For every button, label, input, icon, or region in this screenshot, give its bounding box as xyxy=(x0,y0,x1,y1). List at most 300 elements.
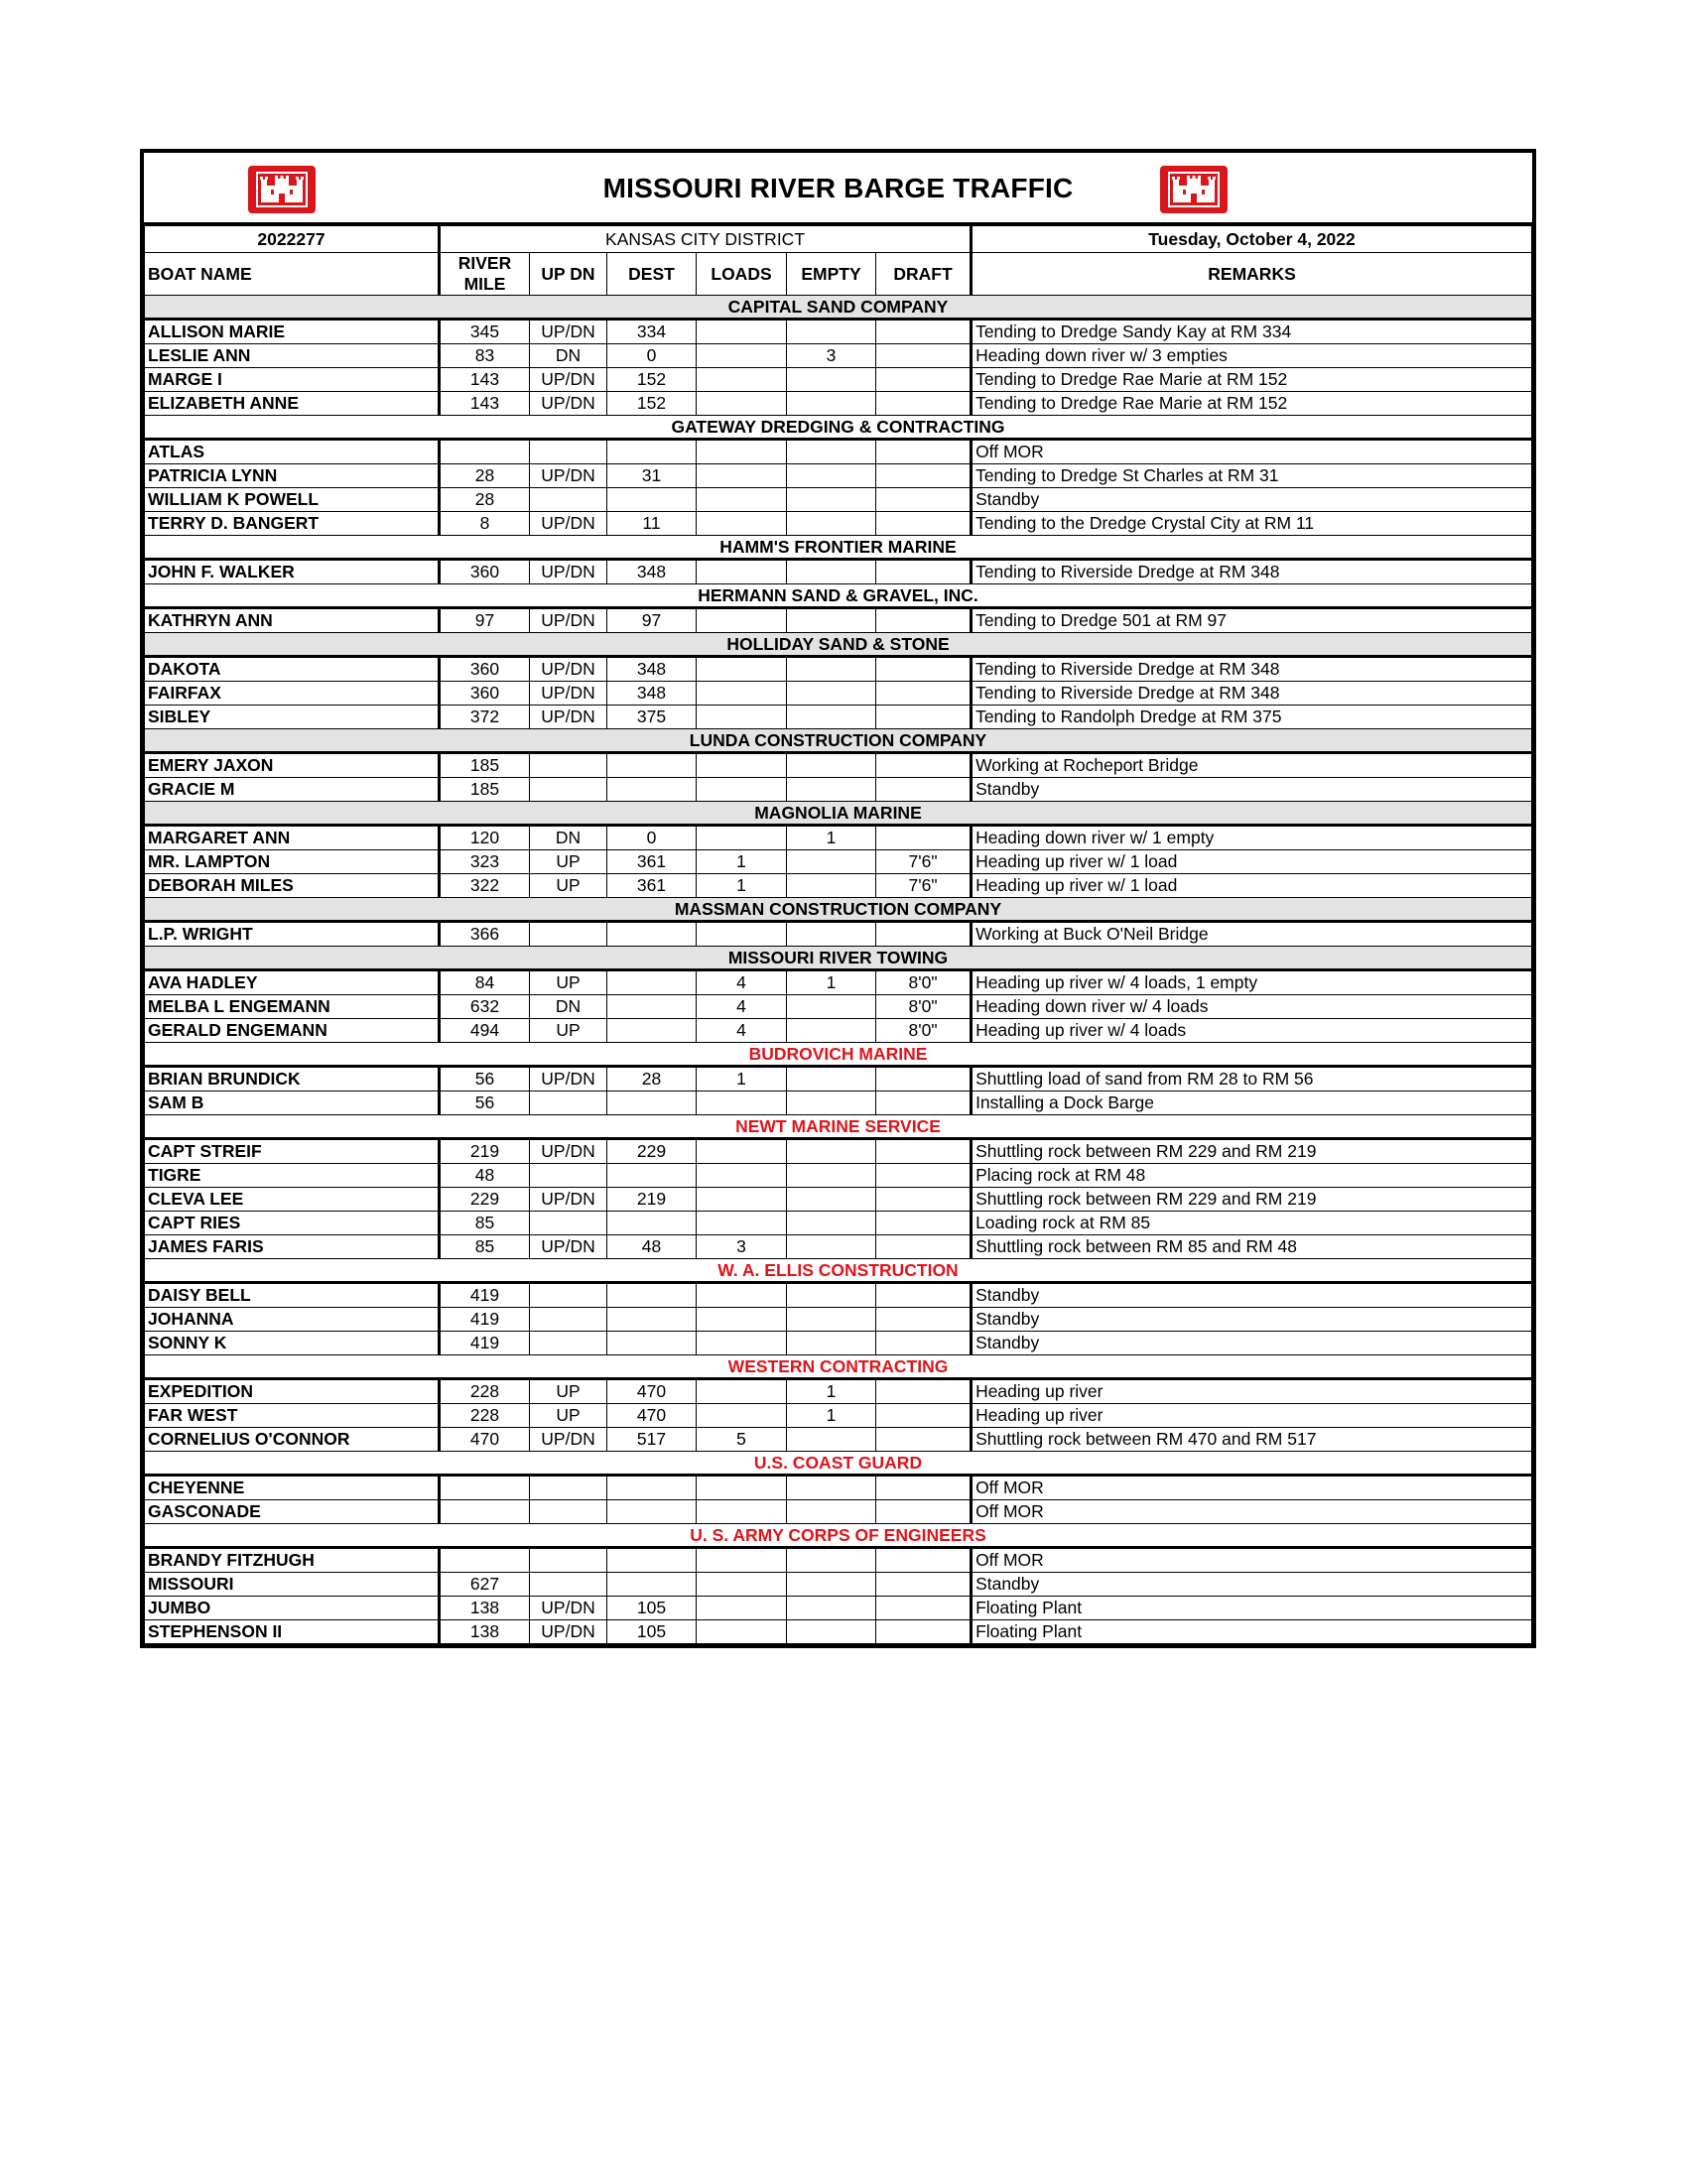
cell-dest: 105 xyxy=(607,1620,697,1644)
cell-river-mile: 143 xyxy=(440,368,530,392)
cell-draft xyxy=(876,1212,972,1235)
cell-updn: UP xyxy=(530,874,607,898)
cell-updn xyxy=(530,1212,607,1235)
cell-updn xyxy=(530,922,607,947)
cell-loads xyxy=(697,488,787,512)
cell-updn xyxy=(530,1573,607,1597)
cell-loads xyxy=(697,1188,787,1212)
cell-loads xyxy=(697,1597,787,1620)
cell-updn: UP/DN xyxy=(530,657,607,682)
cell-updn xyxy=(530,1283,607,1308)
cell-updn xyxy=(530,1476,607,1500)
cell-updn: UP/DN xyxy=(530,320,607,344)
cell-river-mile: 48 xyxy=(440,1164,530,1188)
cell-dest xyxy=(607,922,697,947)
cell-remarks: Tending to Dredge St Charles at RM 31 xyxy=(972,464,1532,488)
cell-river-mile: 185 xyxy=(440,778,530,802)
cell-empty: 1 xyxy=(787,826,876,850)
cell-loads xyxy=(697,368,787,392)
cell-boat-name: SIBLEY xyxy=(145,706,440,729)
company-name: U. S. ARMY CORPS OF ENGINEERS xyxy=(145,1524,1532,1548)
cell-empty xyxy=(787,440,876,464)
cell-boat-name: JOHANNA xyxy=(145,1308,440,1332)
cell-empty: 1 xyxy=(787,1379,876,1404)
cell-empty xyxy=(787,1620,876,1644)
cell-remarks: Standby xyxy=(972,778,1532,802)
cell-empty xyxy=(787,392,876,416)
cell-remarks: Working at Buck O'Neil Bridge xyxy=(972,922,1532,947)
company-header-row xyxy=(145,633,1532,657)
company-name: HERMANN SAND & GRAVEL, INC. xyxy=(145,584,1532,608)
cell-river-mile xyxy=(440,440,530,464)
cell-empty xyxy=(787,368,876,392)
table-row xyxy=(145,464,1532,488)
cell-draft: 7'6" xyxy=(876,874,972,898)
table-row xyxy=(145,682,1532,706)
cell-draft: 7'6" xyxy=(876,850,972,874)
cell-draft xyxy=(876,778,972,802)
cell-loads xyxy=(697,1212,787,1235)
cell-loads xyxy=(697,1379,787,1404)
cell-dest: 470 xyxy=(607,1404,697,1428)
cell-dest: 152 xyxy=(607,392,697,416)
cell-empty: 3 xyxy=(787,344,876,368)
cell-empty xyxy=(787,1188,876,1212)
cell-empty xyxy=(787,995,876,1019)
cell-empty xyxy=(787,1283,876,1308)
cell-draft xyxy=(876,1332,972,1355)
cell-boat-name: MELBA L ENGEMANN xyxy=(145,995,440,1019)
cell-boat-name: SAM B xyxy=(145,1092,440,1115)
cell-boat-name: DAKOTA xyxy=(145,657,440,682)
table-row xyxy=(145,1620,1532,1644)
cell-loads xyxy=(697,1573,787,1597)
table-row xyxy=(145,1188,1532,1212)
cell-dest xyxy=(607,1092,697,1115)
cell-river-mile: 28 xyxy=(440,464,530,488)
col-river-mile: RIVER MILE xyxy=(440,253,530,296)
cell-boat-name: JUMBO xyxy=(145,1597,440,1620)
cell-draft xyxy=(876,440,972,464)
cell-loads xyxy=(697,826,787,850)
table-row xyxy=(145,1139,1532,1164)
cell-boat-name: KATHRYN ANN xyxy=(145,608,440,633)
cell-remarks: Tending to the Dredge Crystal City at RM 11 xyxy=(972,512,1532,536)
table-row xyxy=(145,995,1532,1019)
col-updn: UP DN xyxy=(530,253,607,296)
cell-dest xyxy=(607,753,697,778)
cell-remarks: Tending to Riverside Dredge at RM 348 xyxy=(972,560,1532,584)
cell-boat-name: TERRY D. BANGERT xyxy=(145,512,440,536)
cell-empty xyxy=(787,682,876,706)
cell-loads xyxy=(697,1283,787,1308)
cell-loads: 4 xyxy=(697,995,787,1019)
cell-empty xyxy=(787,850,876,874)
cell-remarks: Standby xyxy=(972,1573,1532,1597)
cell-remarks: Shuttling rock between RM 229 and RM 219 xyxy=(972,1188,1532,1212)
cell-loads xyxy=(697,464,787,488)
table-row xyxy=(145,1235,1532,1259)
cell-river-mile: 360 xyxy=(440,657,530,682)
table-row xyxy=(145,657,1532,682)
cell-loads xyxy=(697,320,787,344)
cell-boat-name: MARGARET ANN xyxy=(145,826,440,850)
table-row xyxy=(145,1332,1532,1355)
cell-river-mile: 419 xyxy=(440,1308,530,1332)
info-row xyxy=(145,226,1532,253)
table-row xyxy=(145,368,1532,392)
company-header-row xyxy=(145,296,1532,320)
cell-draft xyxy=(876,1067,972,1092)
cell-boat-name: MISSOURI xyxy=(145,1573,440,1597)
cell-draft xyxy=(876,344,972,368)
cell-updn: UP xyxy=(530,970,607,995)
cell-draft xyxy=(876,1164,972,1188)
cell-remarks: Shuttling load of sand from RM 28 to RM 56 xyxy=(972,1067,1532,1092)
table-row xyxy=(145,1500,1532,1524)
cell-remarks: Tending to Randolph Dredge at RM 375 xyxy=(972,706,1532,729)
cell-dest xyxy=(607,440,697,464)
cell-updn: DN xyxy=(530,995,607,1019)
cell-draft xyxy=(876,1308,972,1332)
cell-boat-name: GERALD ENGEMANN xyxy=(145,1019,440,1043)
cell-empty xyxy=(787,488,876,512)
cell-remarks: Standby xyxy=(972,1332,1532,1355)
cell-boat-name: CAPT RIES xyxy=(145,1212,440,1235)
cell-updn: UP/DN xyxy=(530,608,607,633)
company-header-row xyxy=(145,947,1532,970)
cell-draft xyxy=(876,682,972,706)
cell-draft xyxy=(876,1235,972,1259)
company-header-row xyxy=(145,1524,1532,1548)
company-name: NEWT MARINE SERVICE xyxy=(145,1115,1532,1139)
cell-updn xyxy=(530,1332,607,1355)
cell-empty xyxy=(787,320,876,344)
cell-river-mile: 219 xyxy=(440,1139,530,1164)
cell-remarks: Heading up river w/ 1 load xyxy=(972,850,1532,874)
table-row xyxy=(145,344,1532,368)
cell-updn: UP/DN xyxy=(530,1620,607,1644)
cell-boat-name: GASCONADE xyxy=(145,1500,440,1524)
col-empty: EMPTY xyxy=(787,253,876,296)
company-name: WESTERN CONTRACTING xyxy=(145,1355,1532,1379)
company-name: MASSMAN CONSTRUCTION COMPANY xyxy=(145,898,1532,922)
cell-updn: UP/DN xyxy=(530,1188,607,1212)
cell-dest: 219 xyxy=(607,1188,697,1212)
cell-river-mile: 229 xyxy=(440,1188,530,1212)
cell-dest xyxy=(607,1573,697,1597)
cell-river-mile xyxy=(440,1476,530,1500)
cell-remarks: Tending to Dredge Rae Marie at RM 152 xyxy=(972,368,1532,392)
cell-draft xyxy=(876,1573,972,1597)
cell-remarks: Shuttling rock between RM 85 and RM 48 xyxy=(972,1235,1532,1259)
cell-boat-name: FAIRFAX xyxy=(145,682,440,706)
cell-boat-name: GRACIE M xyxy=(145,778,440,802)
cell-boat-name: EMERY JAXON xyxy=(145,753,440,778)
table-row xyxy=(145,753,1532,778)
cell-remarks: Working at Rocheport Bridge xyxy=(972,753,1532,778)
cell-river-mile: 360 xyxy=(440,682,530,706)
cell-dest: 470 xyxy=(607,1379,697,1404)
cell-loads xyxy=(697,344,787,368)
cell-dest: 375 xyxy=(607,706,697,729)
cell-draft xyxy=(876,368,972,392)
cell-dest: 48 xyxy=(607,1235,697,1259)
cell-dest: 348 xyxy=(607,560,697,584)
cell-river-mile: 419 xyxy=(440,1332,530,1355)
cell-empty xyxy=(787,1139,876,1164)
cell-loads xyxy=(697,1164,787,1188)
cell-dest: 105 xyxy=(607,1597,697,1620)
cell-remarks: Shuttling rock between RM 470 and RM 517 xyxy=(972,1428,1532,1452)
cell-updn: UP/DN xyxy=(530,1428,607,1452)
table-row xyxy=(145,1573,1532,1597)
company-header-row xyxy=(145,416,1532,440)
cell-empty xyxy=(787,1548,876,1573)
cell-dest xyxy=(607,1212,697,1235)
cell-loads xyxy=(697,657,787,682)
cell-loads: 1 xyxy=(697,850,787,874)
cell-draft xyxy=(876,1500,972,1524)
cell-updn: UP/DN xyxy=(530,682,607,706)
cell-boat-name: JOHN F. WALKER xyxy=(145,560,440,584)
cell-remarks: Heading down river w/ 1 empty xyxy=(972,826,1532,850)
castle-icon xyxy=(1160,166,1228,213)
cell-river-mile: 323 xyxy=(440,850,530,874)
cell-remarks: Loading rock at RM 85 xyxy=(972,1212,1532,1235)
cell-loads xyxy=(697,1500,787,1524)
cell-river-mile: 228 xyxy=(440,1379,530,1404)
cell-empty xyxy=(787,1476,876,1500)
cell-remarks: Heading down river w/ 4 loads xyxy=(972,995,1532,1019)
company-name: GATEWAY DREDGING & CONTRACTING xyxy=(145,416,1532,440)
table-row xyxy=(145,922,1532,947)
table-row xyxy=(145,1067,1532,1092)
cell-draft: 8'0" xyxy=(876,970,972,995)
cell-dest xyxy=(607,1164,697,1188)
cell-boat-name: EXPEDITION xyxy=(145,1379,440,1404)
cell-empty xyxy=(787,1332,876,1355)
title-row xyxy=(144,153,1532,225)
cell-loads xyxy=(697,392,787,416)
company-header-row xyxy=(145,1259,1532,1283)
cell-river-mile: 85 xyxy=(440,1235,530,1259)
table-row xyxy=(145,1308,1532,1332)
cell-dest: 0 xyxy=(607,344,697,368)
cell-draft xyxy=(876,1379,972,1404)
cell-dest: 334 xyxy=(607,320,697,344)
cell-remarks: Heading down river w/ 3 empties xyxy=(972,344,1532,368)
cell-boat-name: L.P. WRIGHT xyxy=(145,922,440,947)
cell-dest: 517 xyxy=(607,1428,697,1452)
cell-dest xyxy=(607,970,697,995)
cell-empty xyxy=(787,706,876,729)
cell-dest: 361 xyxy=(607,850,697,874)
cell-remarks: Heading up river xyxy=(972,1404,1532,1428)
cell-draft: 8'0" xyxy=(876,1019,972,1043)
cell-updn xyxy=(530,1500,607,1524)
cell-updn: UP xyxy=(530,1019,607,1043)
cell-river-mile: 470 xyxy=(440,1428,530,1452)
company-header-row xyxy=(145,1452,1532,1476)
cell-updn: UP/DN xyxy=(530,368,607,392)
cell-updn xyxy=(530,440,607,464)
cell-dest: 348 xyxy=(607,682,697,706)
cell-updn xyxy=(530,1308,607,1332)
table-row xyxy=(145,778,1532,802)
cell-updn: UP/DN xyxy=(530,392,607,416)
cell-empty xyxy=(787,874,876,898)
cell-empty xyxy=(787,1164,876,1188)
company-header-row xyxy=(145,729,1532,753)
cell-loads xyxy=(697,1139,787,1164)
cell-updn xyxy=(530,1092,607,1115)
district-name: KANSAS CITY DISTRICT xyxy=(440,226,972,253)
cell-boat-name: MR. LAMPTON xyxy=(145,850,440,874)
cell-empty xyxy=(787,1019,876,1043)
cell-dest: 0 xyxy=(607,826,697,850)
cell-updn xyxy=(530,488,607,512)
cell-loads xyxy=(697,512,787,536)
cell-river-mile: 97 xyxy=(440,608,530,633)
barge-traffic-report xyxy=(140,149,1536,1648)
cell-draft xyxy=(876,922,972,947)
company-name: MAGNOLIA MARINE xyxy=(145,802,1532,826)
company-name: W. A. ELLIS CONSTRUCTION xyxy=(145,1259,1532,1283)
cell-remarks: Heading up river w/ 1 load xyxy=(972,874,1532,898)
cell-updn: UP xyxy=(530,1379,607,1404)
cell-remarks: Heading up river w/ 4 loads xyxy=(972,1019,1532,1043)
cell-updn: UP/DN xyxy=(530,1235,607,1259)
table-row xyxy=(145,1212,1532,1235)
report-id: 2022277 xyxy=(145,226,440,253)
cell-updn xyxy=(530,778,607,802)
cell-dest xyxy=(607,778,697,802)
cell-river-mile xyxy=(440,1500,530,1524)
cell-loads xyxy=(697,1092,787,1115)
cell-remarks: Floating Plant xyxy=(972,1620,1532,1644)
table-row xyxy=(145,1476,1532,1500)
cell-empty xyxy=(787,778,876,802)
report-date: Tuesday, October 4, 2022 xyxy=(972,226,1532,253)
cell-dest xyxy=(607,1283,697,1308)
cell-updn: DN xyxy=(530,826,607,850)
table-row xyxy=(145,1597,1532,1620)
cell-remarks: Off MOR xyxy=(972,1500,1532,1524)
cell-loads xyxy=(697,706,787,729)
table-row xyxy=(145,1379,1532,1404)
cell-boat-name: CLEVA LEE xyxy=(145,1188,440,1212)
table-row xyxy=(145,1404,1532,1428)
cell-loads xyxy=(697,778,787,802)
cell-loads xyxy=(697,608,787,633)
cell-boat-name: FAR WEST xyxy=(145,1404,440,1428)
col-loads: LOADS xyxy=(697,253,787,296)
cell-updn: UP xyxy=(530,1404,607,1428)
table-row xyxy=(145,1092,1532,1115)
cell-remarks: Tending to Dredge 501 at RM 97 xyxy=(972,608,1532,633)
cell-river-mile: 84 xyxy=(440,970,530,995)
cell-draft xyxy=(876,1597,972,1620)
cell-remarks: Heading up river w/ 4 loads, 1 empty xyxy=(972,970,1532,995)
table-row xyxy=(145,512,1532,536)
cell-draft xyxy=(876,512,972,536)
cell-river-mile: 228 xyxy=(440,1404,530,1428)
cell-river-mile: 138 xyxy=(440,1620,530,1644)
col-boat-name: BOAT NAME xyxy=(145,253,440,296)
cell-river-mile: 138 xyxy=(440,1597,530,1620)
cell-dest: 31 xyxy=(607,464,697,488)
cell-draft xyxy=(876,1092,972,1115)
cell-river-mile: 366 xyxy=(440,922,530,947)
cell-loads xyxy=(697,440,787,464)
table-row xyxy=(145,488,1532,512)
cell-river-mile: 372 xyxy=(440,706,530,729)
cell-draft xyxy=(876,1404,972,1428)
table-row xyxy=(145,706,1532,729)
cell-empty xyxy=(787,922,876,947)
cell-boat-name: JAMES FARIS xyxy=(145,1235,440,1259)
cell-dest: 348 xyxy=(607,657,697,682)
cell-loads xyxy=(697,1476,787,1500)
table-row xyxy=(145,1164,1532,1188)
cell-river-mile xyxy=(440,1548,530,1573)
cell-boat-name: ATLAS xyxy=(145,440,440,464)
cell-empty xyxy=(787,1597,876,1620)
cell-river-mile: 8 xyxy=(440,512,530,536)
cell-remarks: Tending to Riverside Dredge at RM 348 xyxy=(972,657,1532,682)
company-name: CAPITAL SAND COMPANY xyxy=(145,296,1532,320)
company-header-row xyxy=(145,584,1532,608)
cell-river-mile: 627 xyxy=(440,1573,530,1597)
cell-river-mile: 185 xyxy=(440,753,530,778)
cell-remarks: Placing rock at RM 48 xyxy=(972,1164,1532,1188)
cell-updn: UP/DN xyxy=(530,1139,607,1164)
cell-empty xyxy=(787,1067,876,1092)
cell-draft xyxy=(876,1476,972,1500)
cell-draft xyxy=(876,560,972,584)
cell-boat-name: DEBORAH MILES xyxy=(145,874,440,898)
cell-loads xyxy=(697,922,787,947)
company-name: BUDROVICH MARINE xyxy=(145,1043,1532,1067)
cell-dest xyxy=(607,1019,697,1043)
cell-dest: 361 xyxy=(607,874,697,898)
cell-empty xyxy=(787,1428,876,1452)
cell-river-mile: 120 xyxy=(440,826,530,850)
cell-boat-name: LESLIE ANN xyxy=(145,344,440,368)
cell-river-mile: 28 xyxy=(440,488,530,512)
cell-dest xyxy=(607,1332,697,1355)
cell-remarks: Off MOR xyxy=(972,1548,1532,1573)
cell-river-mile: 322 xyxy=(440,874,530,898)
cell-boat-name: STEPHENSON II xyxy=(145,1620,440,1644)
cell-river-mile: 83 xyxy=(440,344,530,368)
cell-remarks: Standby xyxy=(972,488,1532,512)
company-header-row xyxy=(145,536,1532,560)
cell-river-mile: 56 xyxy=(440,1092,530,1115)
cell-boat-name: WILLIAM K POWELL xyxy=(145,488,440,512)
table-row xyxy=(145,970,1532,995)
table-row xyxy=(145,320,1532,344)
cell-remarks: Installing a Dock Barge xyxy=(972,1092,1532,1115)
cell-boat-name: BRANDY FITZHUGH xyxy=(145,1548,440,1573)
cell-remarks: Standby xyxy=(972,1308,1532,1332)
cell-loads xyxy=(697,682,787,706)
cell-updn: UP/DN xyxy=(530,1067,607,1092)
cell-updn: UP/DN xyxy=(530,1597,607,1620)
table-row xyxy=(145,1428,1532,1452)
cell-dest: 97 xyxy=(607,608,697,633)
